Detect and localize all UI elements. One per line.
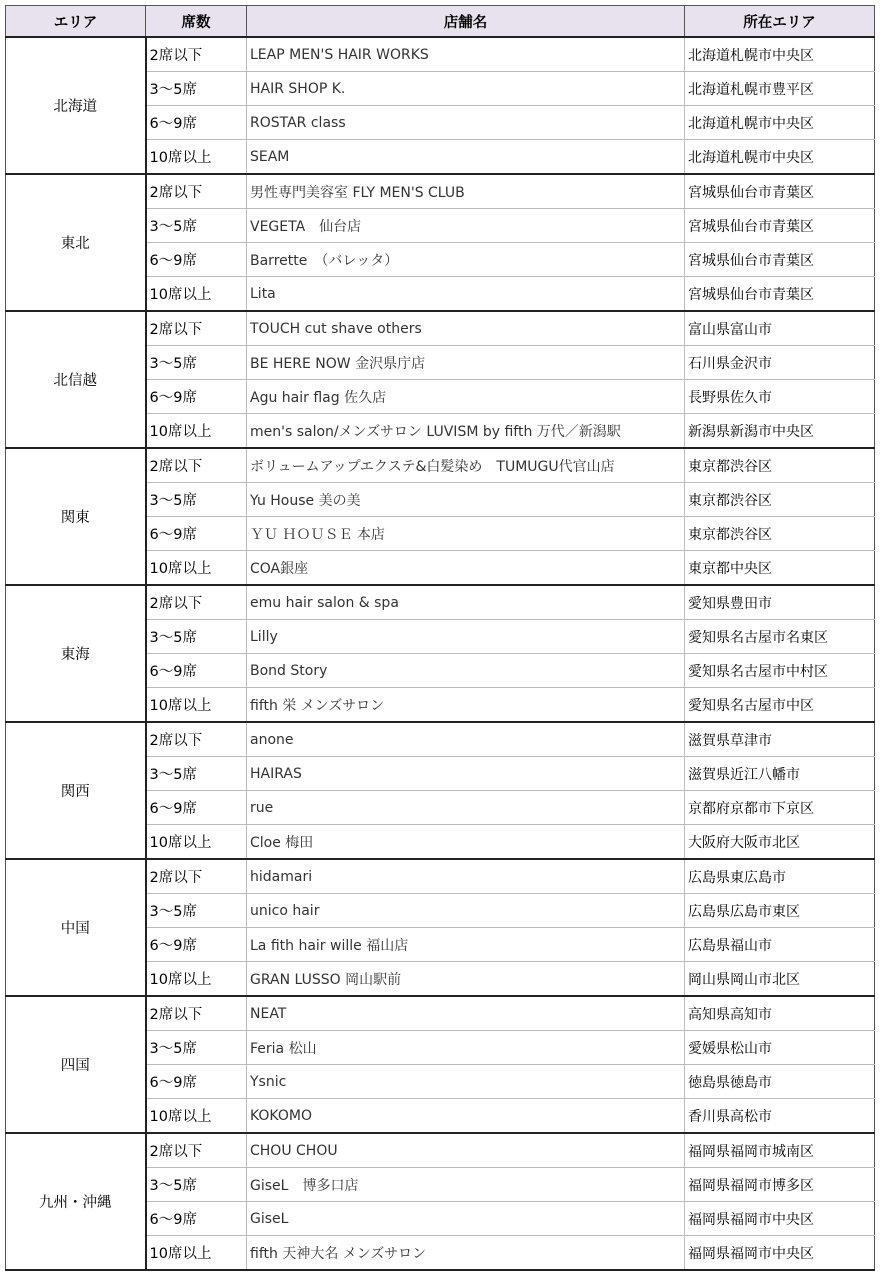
shop-name-cell: Bond Story: [247, 654, 685, 688]
location-cell: 石川県金沢市: [685, 346, 875, 380]
shop-name-cell: emu hair salon & spa: [247, 585, 685, 620]
shop-name-cell: men's salon/メンズサロン LUVISM by fifth 万代／新潟駅: [247, 414, 685, 449]
shop-name-cell: Yu House 美の美: [247, 483, 685, 517]
shop-name-cell: hidamari: [247, 859, 685, 894]
location-cell: 愛知県名古屋市中区: [685, 688, 875, 723]
table-row: [6, 722, 875, 757]
salon-table-container: [5, 5, 874, 1271]
location-cell: 新潟県新潟市中央区: [685, 414, 875, 449]
location-cell: 北海道札幌市中央区: [685, 106, 875, 140]
seats-cell: 10席以上: [146, 277, 247, 312]
seats-cell: 3〜5席: [146, 346, 247, 380]
header-shop-name: 店舗名: [247, 6, 685, 38]
shop-name-cell: fifth 天神大名 メンズサロン: [247, 1236, 685, 1271]
location-cell: 広島県東広島市: [685, 859, 875, 894]
seats-cell: 10席以上: [146, 962, 247, 997]
seats-cell: 10席以上: [146, 825, 247, 860]
header-location: 所在エリア: [685, 6, 875, 38]
location-cell: 福岡県福岡市中央区: [685, 1236, 875, 1271]
seats-cell: 6〜9席: [146, 380, 247, 414]
location-cell: 東京都渋谷区: [685, 483, 875, 517]
location-cell: 宮城県仙台市青葉区: [685, 243, 875, 277]
area-cell: 関西: [6, 722, 146, 859]
area-cell: 東海: [6, 585, 146, 722]
seats-cell: 3〜5席: [146, 757, 247, 791]
table-row: [6, 37, 875, 72]
location-cell: 宮城県仙台市青葉区: [685, 277, 875, 312]
seats-cell: 6〜9席: [146, 517, 247, 551]
header-area: エリア: [6, 6, 146, 38]
shop-name-cell: ROSTAR class: [247, 106, 685, 140]
shop-name-cell: rue: [247, 791, 685, 825]
seats-cell: 2席以下: [146, 722, 247, 757]
location-cell: 宮城県仙台市青葉区: [685, 174, 875, 209]
seats-cell: 2席以下: [146, 1133, 247, 1168]
location-cell: 京都府京都市下京区: [685, 791, 875, 825]
seats-cell: 3〜5席: [146, 209, 247, 243]
shop-name-cell: GRAN LUSSO 岡山駅前: [247, 962, 685, 997]
shop-name-cell: HAIRAS: [247, 757, 685, 791]
shop-name-cell: BE HERE NOW 金沢県庁店: [247, 346, 685, 380]
shop-name-cell: COA銀座: [247, 551, 685, 586]
location-cell: 富山県富山市: [685, 311, 875, 346]
area-cell: 北信越: [6, 311, 146, 448]
seats-cell: 10席以上: [146, 140, 247, 175]
location-cell: 北海道札幌市中央区: [685, 140, 875, 175]
location-cell: 高知県高知市: [685, 996, 875, 1031]
area-cell: 九州・沖縄: [6, 1133, 146, 1270]
shop-name-cell: ボリュームアップエクステ&白髪染め TUMUGU代官山店: [247, 448, 685, 483]
shop-name-cell: TOUCH cut shave others: [247, 311, 685, 346]
seats-cell: 6〜9席: [146, 654, 247, 688]
seats-cell: 2席以下: [146, 311, 247, 346]
table-row: [6, 585, 875, 620]
area-cell: 関東: [6, 448, 146, 585]
table-row: [6, 174, 875, 209]
seats-cell: 10席以上: [146, 688, 247, 723]
shop-name-cell: fifth 栄 メンズサロン: [247, 688, 685, 723]
area-cell: 中国: [6, 859, 146, 996]
location-cell: 東京都中央区: [685, 551, 875, 586]
shop-name-cell: Feria 松山: [247, 1031, 685, 1065]
location-cell: 福岡県福岡市博多区: [685, 1168, 875, 1202]
shop-name-cell: unico hair: [247, 894, 685, 928]
area-cell: 東北: [6, 174, 146, 311]
table-row: [6, 311, 875, 346]
shop-name-cell: Lita: [247, 277, 685, 312]
seats-cell: 3〜5席: [146, 1168, 247, 1202]
location-cell: 愛媛県松山市: [685, 1031, 875, 1065]
seats-cell: 3〜5席: [146, 620, 247, 654]
header-seats: 席数: [146, 6, 247, 38]
location-cell: 愛知県名古屋市中村区: [685, 654, 875, 688]
area-cell: 四国: [6, 996, 146, 1133]
salon-table: [5, 5, 875, 1271]
shop-name-cell: La fith hair wille 福山店: [247, 928, 685, 962]
shop-name-cell: NEAT: [247, 996, 685, 1031]
shop-name-cell: HAIR SHOP K.: [247, 72, 685, 106]
table-body: [6, 37, 875, 1270]
seats-cell: 2席以下: [146, 448, 247, 483]
area-cell: 北海道: [6, 37, 146, 174]
location-cell: 愛知県豊田市: [685, 585, 875, 620]
location-cell: 宮城県仙台市青葉区: [685, 209, 875, 243]
table-row: [6, 448, 875, 483]
location-cell: 福岡県福岡市城南区: [685, 1133, 875, 1168]
shop-name-cell: SEAM: [247, 140, 685, 175]
seats-cell: 10席以上: [146, 551, 247, 586]
location-cell: 愛知県名古屋市名東区: [685, 620, 875, 654]
table-row: [6, 1133, 875, 1168]
seats-cell: 3〜5席: [146, 894, 247, 928]
shop-name-cell: Lilly: [247, 620, 685, 654]
seats-cell: 10席以上: [146, 1236, 247, 1271]
location-cell: 滋賀県近江八幡市: [685, 757, 875, 791]
table-header: [6, 6, 875, 38]
location-cell: 北海道札幌市豊平区: [685, 72, 875, 106]
shop-name-cell: 男性専門美容室 FLY MEN'S CLUB: [247, 174, 685, 209]
seats-cell: 2席以下: [146, 174, 247, 209]
location-cell: 広島県広島市東区: [685, 894, 875, 928]
table-row: [6, 996, 875, 1031]
seats-cell: 3〜5席: [146, 72, 247, 106]
location-cell: 東京都渋谷区: [685, 517, 875, 551]
seats-cell: 6〜9席: [146, 1202, 247, 1236]
seats-cell: 10席以上: [146, 1099, 247, 1134]
shop-name-cell: Barrette （バレッタ）: [247, 243, 685, 277]
location-cell: 大阪府大阪市北区: [685, 825, 875, 860]
seats-cell: 3〜5席: [146, 483, 247, 517]
shop-name-cell: GiseL: [247, 1202, 685, 1236]
location-cell: 広島県福山市: [685, 928, 875, 962]
table-row: [6, 859, 875, 894]
seats-cell: 6〜9席: [146, 791, 247, 825]
seats-cell: 6〜9席: [146, 106, 247, 140]
shop-name-cell: Agu hair flag 佐久店: [247, 380, 685, 414]
seats-cell: 6〜9席: [146, 243, 247, 277]
location-cell: 徳島県徳島市: [685, 1065, 875, 1099]
location-cell: 福岡県福岡市中央区: [685, 1202, 875, 1236]
shop-name-cell: GiseL 博多口店: [247, 1168, 685, 1202]
location-cell: 北海道札幌市中央区: [685, 37, 875, 72]
seats-cell: 2席以下: [146, 37, 247, 72]
seats-cell: 2席以下: [146, 859, 247, 894]
seats-cell: 3〜5席: [146, 1031, 247, 1065]
location-cell: 岡山県岡山市北区: [685, 962, 875, 997]
shop-name-cell: Cloe 梅田: [247, 825, 685, 860]
seats-cell: 2席以下: [146, 585, 247, 620]
header-row: [6, 6, 875, 38]
shop-name-cell: KOKOMO: [247, 1099, 685, 1134]
location-cell: 東京都渋谷区: [685, 448, 875, 483]
location-cell: 滋賀県草津市: [685, 722, 875, 757]
location-cell: 香川県高松市: [685, 1099, 875, 1134]
seats-cell: 6〜9席: [146, 1065, 247, 1099]
shop-name-cell: ＹＵ ＨＯＵＳＥ 本店: [247, 517, 685, 551]
shop-name-cell: anone: [247, 722, 685, 757]
shop-name-cell: CHOU CHOU: [247, 1133, 685, 1168]
seats-cell: 2席以下: [146, 996, 247, 1031]
seats-cell: 6〜9席: [146, 928, 247, 962]
shop-name-cell: LEAP MEN'S HAIR WORKS: [247, 37, 685, 72]
shop-name-cell: Ysnic: [247, 1065, 685, 1099]
seats-cell: 10席以上: [146, 414, 247, 449]
location-cell: 長野県佐久市: [685, 380, 875, 414]
shop-name-cell: VEGETA 仙台店: [247, 209, 685, 243]
